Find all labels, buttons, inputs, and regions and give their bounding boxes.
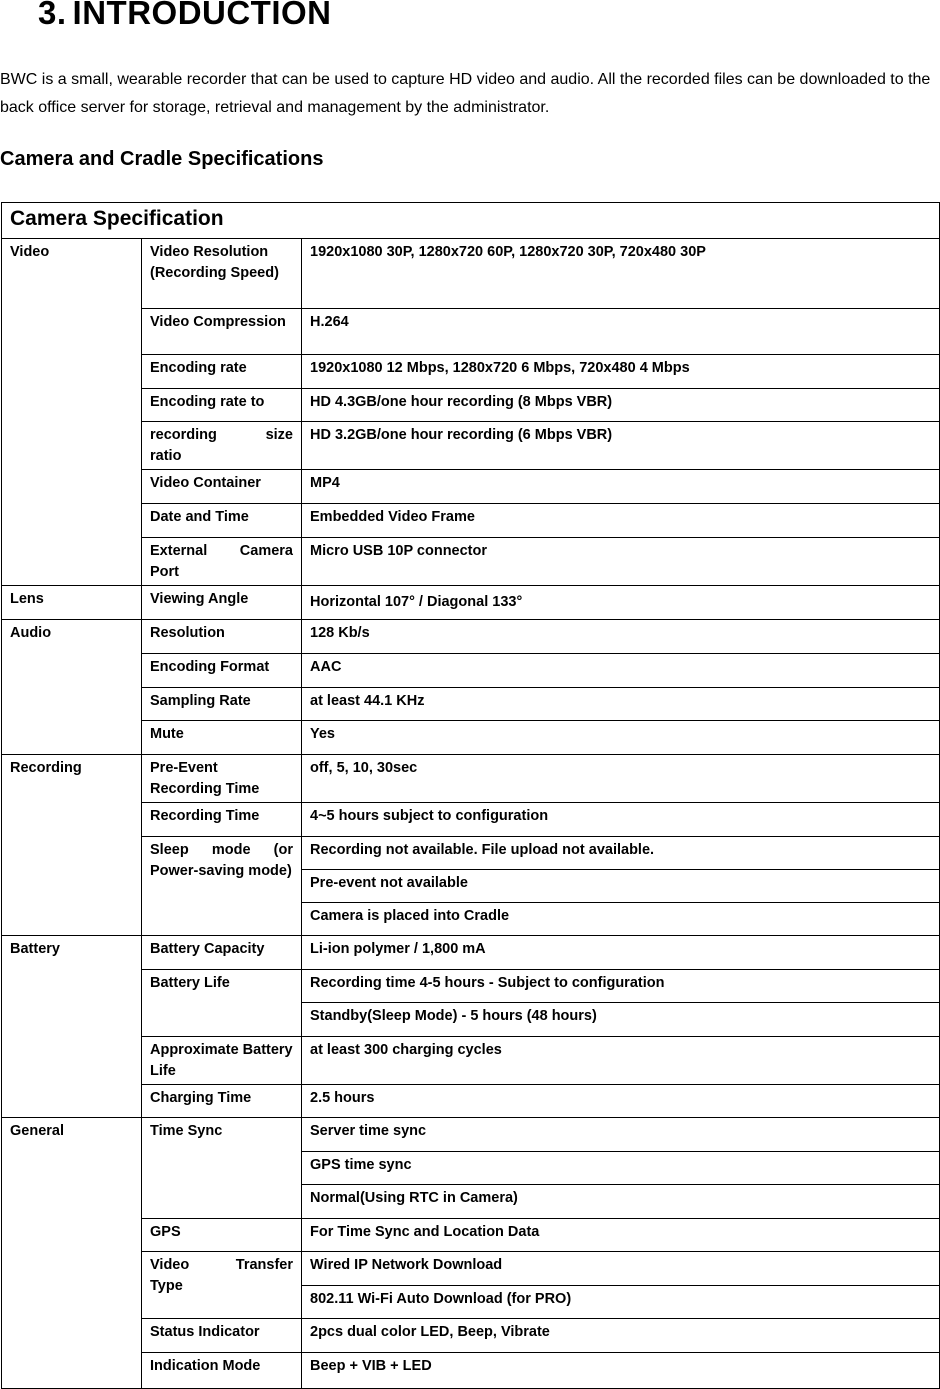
table-row	[2, 538, 940, 586]
value-cell: Wired IP Network Download	[302, 1252, 940, 1286]
table-row	[2, 355, 940, 389]
feature-cell	[142, 837, 302, 936]
value-cell: 1920x1080 30P, 1280x720 60P, 1280x720 30P, 720x480 30P	[302, 239, 940, 309]
feature-line: Video Transfer	[150, 1257, 293, 1273]
value-cell: 802.11 Wi-Fi Auto Download (for PRO)	[302, 1286, 940, 1319]
value-cell: Pre-event not available	[302, 870, 940, 903]
table-row	[2, 936, 940, 970]
category-recording: Recording	[2, 755, 142, 936]
feature-cell: Status Indicator	[142, 1319, 302, 1353]
table-row	[2, 688, 940, 721]
table-row	[2, 1085, 940, 1118]
specifications-subheading: Camera and Cradle Specifications	[0, 148, 324, 170]
feature-cell: Pre-Event Recording Time	[142, 755, 302, 803]
feature-cell: Charging Time	[142, 1085, 302, 1118]
table-row	[2, 620, 940, 654]
value-cell: Normal(Using RTC in Camera)	[302, 1185, 940, 1219]
value-cell: Recording time 4-5 hours - Subject to configuration	[302, 970, 940, 1003]
table-row	[2, 1037, 940, 1085]
value-cell: 2pcs dual color LED, Beep, Vibrate	[302, 1319, 940, 1353]
table-row	[2, 721, 940, 755]
table-row	[2, 837, 940, 870]
value-cell: 1920x1080 12 Mbps, 1280x720 6 Mbps, 720x480 4 Mbps	[302, 355, 940, 389]
table-row	[2, 1219, 940, 1252]
table-row	[2, 1252, 940, 1286]
feature-cell: Mute	[142, 721, 302, 755]
value-cell: 4~5 hours subject to configuration	[302, 803, 940, 837]
category-battery: Battery	[2, 936, 142, 1118]
value-cell: Yes	[302, 721, 940, 755]
feature-cell	[142, 538, 302, 586]
value-cell: GPS time sync	[302, 1152, 940, 1185]
table-row	[2, 389, 940, 422]
feature-cell: Battery Life	[142, 970, 302, 1037]
table-row	[2, 504, 940, 538]
camera-specification-table	[1, 202, 940, 1389]
value-cell: 128 Kb/s	[302, 620, 940, 654]
value-cell: Micro USB 10P connector	[302, 538, 940, 586]
feature-cell	[142, 1252, 302, 1319]
section-heading	[38, 0, 332, 32]
feature-line: Power-saving mode)	[150, 863, 292, 879]
category-general: General	[2, 1118, 142, 1389]
value-cell: Beep + VIB + LED	[302, 1353, 940, 1389]
value-cell: Horizontal 107° / Diagonal 133°	[302, 586, 940, 620]
value-cell: Li-ion polymer / 1,800 mA	[302, 936, 940, 970]
value-cell: H.264	[302, 309, 940, 355]
value-cell: Camera is placed into Cradle	[302, 903, 940, 936]
category-video: Video	[2, 239, 142, 586]
table-row	[2, 422, 940, 470]
feature-cell	[142, 422, 302, 470]
table-row	[2, 309, 940, 355]
value-cell: at least 300 charging cycles	[302, 1037, 940, 1085]
feature-cell: Encoding rate to	[142, 389, 302, 422]
feature-cell: Encoding Format	[142, 654, 302, 688]
table-row	[2, 654, 940, 688]
feature-cell: Recording Time	[142, 803, 302, 837]
feature-cell: Approximate Battery Life	[142, 1037, 302, 1085]
table-row	[2, 239, 940, 309]
feature-line: ratio	[150, 448, 182, 464]
feature-cell: GPS	[142, 1219, 302, 1252]
table-title: Camera Specification	[2, 203, 940, 239]
value-cell: HD 3.2GB/one hour recording (6 Mbps VBR)	[302, 422, 940, 470]
value-cell: AAC	[302, 654, 940, 688]
feature-cell: Encoding rate	[142, 355, 302, 389]
feature-line: External Camera	[150, 543, 293, 559]
feature-cell: Sampling Rate	[142, 688, 302, 721]
table-row	[2, 470, 940, 504]
value-cell: Recording not available. File upload not available.	[302, 837, 940, 870]
intro-paragraph: BWC is a small, wearable recorder that can be used to capture HD video and audio. All the recorded files can be downloaded to the back office server for storage, retrieval and management by the administrator.	[0, 71, 931, 116]
feature-cell: Video Container	[142, 470, 302, 504]
table-row	[2, 1353, 940, 1389]
feature-cell: Battery Capacity	[142, 936, 302, 970]
feature-line: recording size	[150, 427, 293, 443]
value-cell: MP4	[302, 470, 940, 504]
table-row	[2, 1319, 940, 1353]
table-title-row	[2, 203, 940, 239]
feature-cell: Video Resolution (Recording Speed)	[142, 239, 302, 309]
feature-cell: Date and Time	[142, 504, 302, 538]
table-row	[2, 755, 940, 803]
feature-line: Type	[150, 1278, 183, 1294]
value-cell: For Time Sync and Location Data	[302, 1219, 940, 1252]
feature-cell: Indication Mode	[142, 1353, 302, 1389]
category-lens: Lens	[2, 586, 142, 620]
value-cell: 2.5 hours	[302, 1085, 940, 1118]
table-row	[2, 970, 940, 1003]
feature-line: Port	[150, 564, 179, 580]
section-number: 3.	[38, 0, 67, 31]
category-audio: Audio	[2, 620, 142, 755]
table-row	[2, 586, 940, 620]
feature-cell: Time Sync	[142, 1118, 302, 1219]
value-cell: at least 44.1 KHz	[302, 688, 940, 721]
value-cell: Server time sync	[302, 1118, 940, 1152]
value-cell: off, 5, 10, 30sec	[302, 755, 940, 803]
feature-cell: Resolution	[142, 620, 302, 654]
feature-line: Sleep mode (or	[150, 842, 293, 858]
value-cell: Standby(Sleep Mode) - 5 hours (48 hours)	[302, 1003, 940, 1037]
feature-cell: Video Compression	[142, 309, 302, 355]
feature-cell: Viewing Angle	[142, 586, 302, 620]
table-row	[2, 1118, 940, 1152]
table-row	[2, 803, 940, 837]
value-cell: HD 4.3GB/one hour recording (8 Mbps VBR)	[302, 389, 940, 422]
value-cell: Embedded Video Frame	[302, 504, 940, 538]
section-title: INTRODUCTION	[72, 0, 332, 31]
